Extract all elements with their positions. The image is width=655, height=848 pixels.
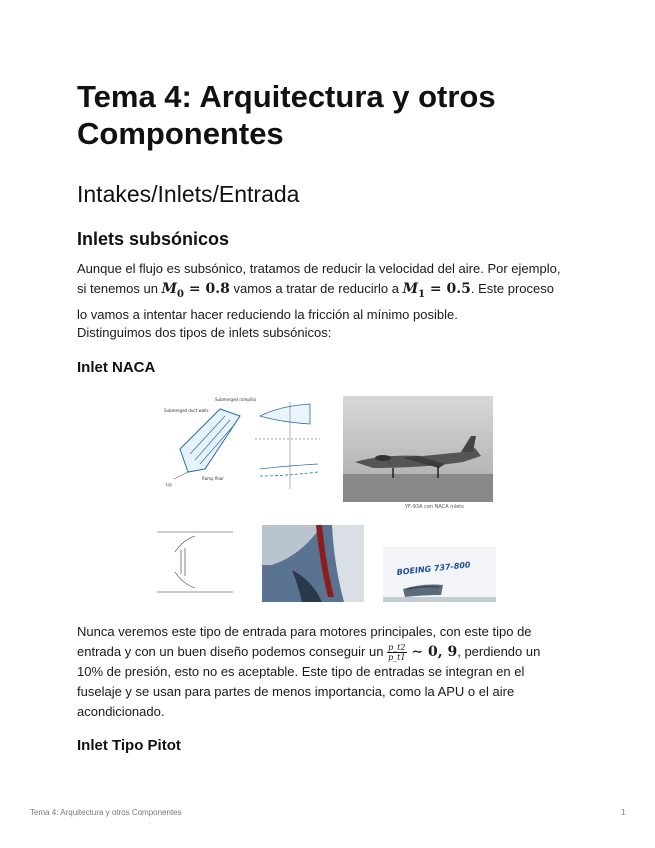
approx-value: ∼ 0, 9 (406, 644, 458, 660)
math-m1: $M_1 = 0.5$ (402, 281, 471, 300)
naca-inlet-diagram (160, 394, 330, 502)
body2-text-1: Nunca veremos este tipo de entrada para motores principales, con este tipo de entrada y con un buen diseño podemos conseguir un (77, 624, 532, 659)
diagram-label-4: Lip (166, 482, 172, 487)
diagram-label-2: Submerged ramp/lip (215, 397, 256, 402)
diagram-label-3: Ramp floor (202, 476, 224, 481)
inlet-cross-section (155, 522, 235, 602)
inlet-closeup-photo (262, 525, 364, 602)
diagram-label-1: Submerged duct walls (164, 408, 209, 413)
naca-heading: Inlet NACA (77, 359, 156, 376)
pressure-ratio: $\frac{p\_t2}{p\_t1}$ (388, 643, 406, 663)
photo-caption: YF-93A con NACA inlets (405, 504, 464, 510)
section-heading: Intakes/Inlets/Entrada (77, 181, 300, 207)
body2-text-2: , perdiendo un 10% de presión, esto no es aceptable. Este tipo de entradas se integran en el fuselaje y se usan para partes de menos importancia, como la APU o el aire acondicionado. (77, 644, 541, 720)
intro-text-1: Aunque el flujo es subsónico, tratamos de reducir la velocidad del aire. Por ejemplo, si tenemos un (77, 261, 561, 296)
aircraft-photo (343, 396, 493, 502)
boeing-text: BOEING 737-800 (396, 560, 471, 577)
math-m0: $M_0 = 0.8$ (161, 281, 230, 300)
types-intro: Distinguimos dos tipos de inlets subsónicos: (77, 325, 332, 340)
body-paragraph-2 (77, 622, 567, 722)
boeing-fuselage-photo (383, 525, 496, 602)
intro-paragraph (77, 259, 567, 325)
intro-text-2: vamos a tratar de reducirlo a (229, 281, 403, 296)
page-title: Tema 4: Arquitectura y otros Componentes (77, 79, 496, 151)
intro-text-3: . Este proceso lo vamos a intentar hacer reduciendo la fricción al mínimo posible. (77, 281, 554, 322)
subsection-heading: Inlets subsónicos (77, 229, 230, 249)
footer-title: Tema 4: Arquitectura y otros Componentes (30, 808, 182, 817)
pitot-heading: Inlet Tipo Pitot (77, 737, 181, 754)
page-number: 1 (621, 808, 626, 817)
